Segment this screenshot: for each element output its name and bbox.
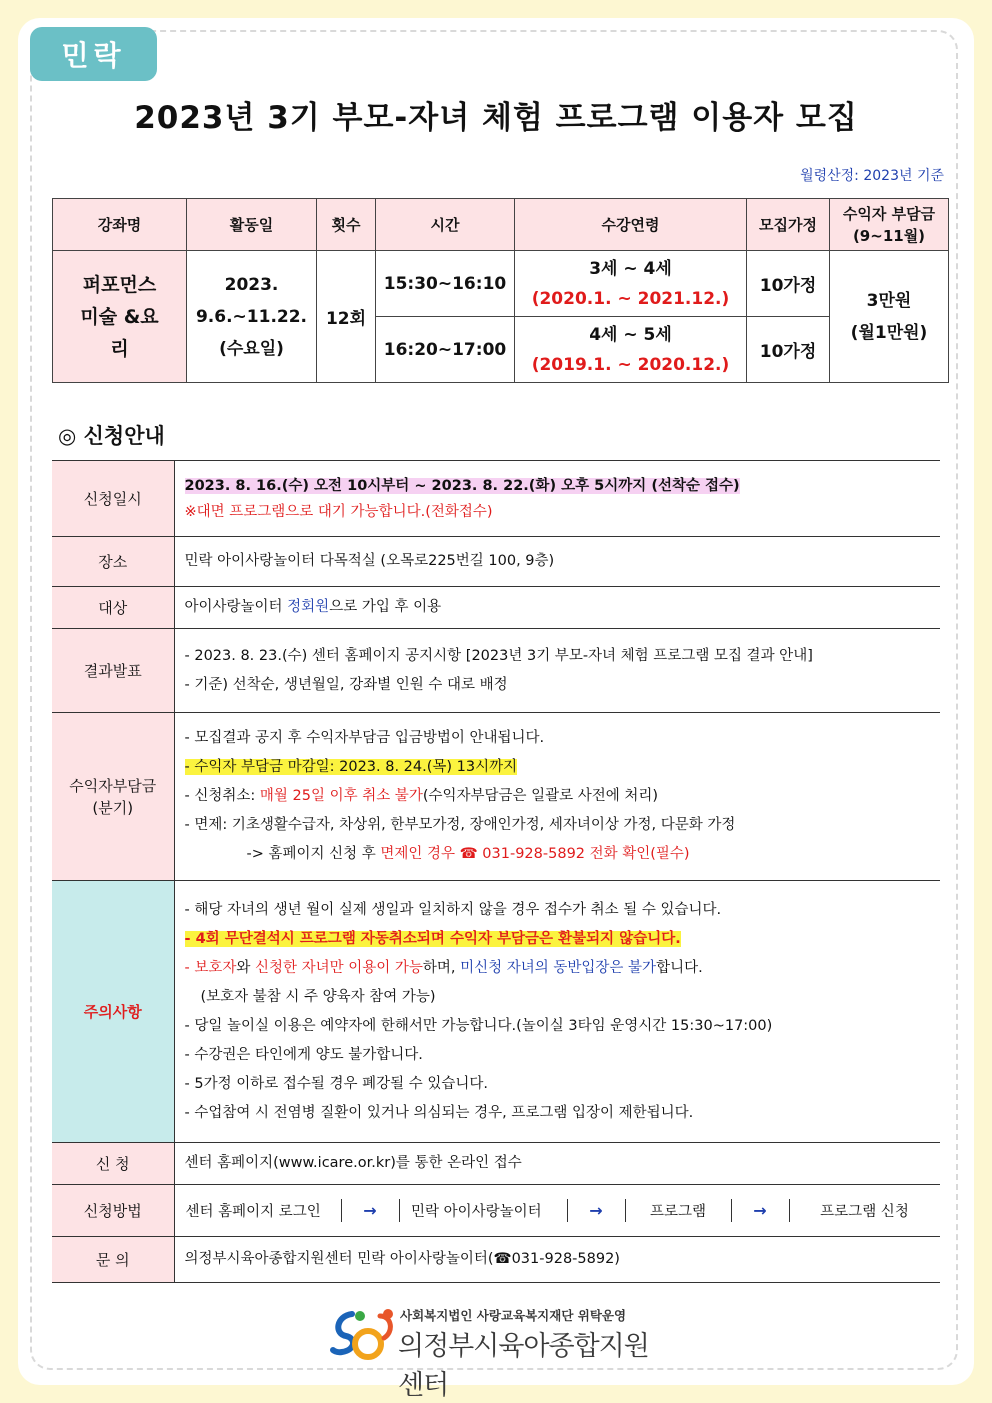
caution-and: 와 — [236, 959, 255, 976]
age-range: 4세 ~ 5세 — [589, 324, 672, 345]
fee-total: 3만원 — [866, 290, 912, 311]
fee-value — [174, 713, 940, 881]
session-families: 10가정 — [747, 317, 830, 383]
label-fee-2: (분기) — [92, 798, 134, 817]
location-badge: 민락 — [30, 27, 157, 81]
session-count: 12회 — [317, 251, 376, 383]
label-fee-1: 수익자부담금 — [69, 776, 157, 795]
fee-cancel-pre: - 신청취소: — [184, 788, 260, 804]
result-value — [174, 629, 940, 713]
caution-value — [174, 881, 940, 1143]
row-apply-period — [52, 461, 940, 537]
method-steps — [175, 1199, 941, 1222]
caution-line-5: - 당일 놀이실 이용은 예약자에 한해서만 가능합니다.(놀이실 3타임 운영시간 15:30~17:00) — [184, 1017, 773, 1034]
program-table-header — [53, 199, 949, 251]
row-method — [52, 1185, 940, 1237]
footer-operator: 사회복지법인 사랑교육복지재단 위탁운영 — [400, 1308, 627, 1323]
fee-exempt-red: 면제인 경우 ☎ 031-928-5892 전화 확인(필수) — [380, 846, 690, 862]
caution-guardian: - 보호자 — [184, 959, 237, 976]
step-program-apply: 프로그램 신청 — [790, 1199, 941, 1222]
target-member: 정회원 — [287, 599, 330, 615]
session-time: 16:20~17:00 — [376, 317, 515, 383]
target-value — [174, 587, 940, 629]
header-families: 모집가정 — [747, 199, 830, 251]
target-post: 으로 가입 후 이용 — [329, 599, 442, 615]
fee-line-4: - 면제: 기초생활수급자, 차상위, 한부모가정, 장애인가정, 세자녀이상 가정, 다문화 가정 — [184, 817, 736, 833]
arrow-icon: → — [342, 1199, 400, 1222]
contact-value: 의정부시육아종합지원센터 민락 아이사랑놀이터(☎031-928-5892) — [174, 1237, 940, 1283]
place-value: 민락 아이사랑놀이터 다목적실 (오목로225번길 100, 9층) — [174, 537, 940, 587]
caution-line-4: (보호자 불참 시 주 양육자 참여 가능) — [200, 988, 436, 1005]
result-line-1: - 2023. 8. 23.(수) 센터 홈페이지 공지시항 [2023년 3기 부모-자녀 체험 프로그램 모집 결과 안내] — [184, 647, 813, 664]
page-title: 2023년 3기 부모-자녀 체험 프로그램 이용자 모집 — [134, 100, 858, 136]
fee-cancel-red: 매월 25일 이후 취소 불가 — [259, 788, 423, 804]
footer-center-name: 의정부시육아종합지원센터 — [398, 1331, 649, 1401]
label-method: 신청방법 — [52, 1185, 174, 1237]
application-info-table — [52, 460, 940, 1283]
arrow-icon: → — [568, 1199, 626, 1222]
header-course: 강좌명 — [53, 199, 187, 251]
header-age: 수강연령 — [515, 199, 747, 251]
label-apply-period: 신청일시 — [52, 461, 174, 537]
row-contact — [52, 1237, 940, 1283]
footer-logo — [330, 1302, 670, 1401]
step-login: 센터 홈페이지 로그인 — [185, 1204, 321, 1220]
apply-value: 센터 홈페이지(www.icare.or.kr)를 통한 온라인 접수 — [174, 1143, 940, 1185]
program-table — [52, 198, 949, 383]
dates-year: 2023. — [224, 274, 279, 295]
fee-line-1: - 모집결과 공지 후 수익자부담금 입금방법이 안내됩니다. — [184, 730, 545, 746]
fee-monthly: (월1만원) — [850, 322, 928, 343]
header-time: 시간 — [376, 199, 515, 251]
label-apply: 신 청 — [52, 1143, 174, 1185]
age-range: 3세 ~ 4세 — [589, 258, 672, 279]
caution-line-2: - 4회 무단결석시 프로그램 자동취소되며 수익자 부담금은 환불되지 않습니다. — [184, 930, 681, 947]
caution-line-3 — [185, 954, 941, 983]
target-pre: 아이사랑놀이터 — [184, 599, 288, 615]
step-playground: 민락 아이사랑놀이터 — [400, 1199, 568, 1222]
arrow-icon: → — [732, 1199, 790, 1222]
label-caution: 주의사항 — [52, 881, 174, 1143]
row-caution — [52, 881, 940, 1143]
caution-no-sibling: 미신청 자녀의 동반입장은 불가 — [460, 959, 657, 976]
caution-line-6: - 수강권은 타인에게 양도 불가합니다. — [184, 1046, 423, 1063]
caution-end: 합니다. — [656, 959, 703, 976]
course-name: 퍼포먼스 미술 &요리 — [53, 251, 187, 383]
birth-range: (2020.1. ~ 2021.12.) — [531, 288, 730, 309]
label-fee — [52, 713, 174, 881]
activity-dates — [187, 251, 317, 383]
age-basis-note: 월령산정: 2023년 기준 — [800, 168, 944, 184]
session-time: 15:30~16:10 — [376, 251, 515, 317]
header-fee: 수익자 부담금 (9~11월) — [830, 199, 949, 251]
row-apply — [52, 1143, 940, 1185]
dates-weekday: (수요일) — [219, 338, 284, 359]
fee-deadline: - 수익자 부담금 마감일: 2023. 8. 24.(목) 13시까지 — [184, 759, 518, 775]
session-age — [515, 251, 747, 317]
caution-line-7: - 5가정 이하로 접수될 경우 폐강될 수 있습니다. — [184, 1075, 488, 1092]
result-line-2: - 기준) 선착순, 생년월일, 강좌별 인원 수 대로 배정 — [184, 676, 508, 693]
center-logo-icon — [330, 1306, 400, 1362]
apply-period-value — [174, 461, 940, 537]
caution-enrolled-only: 신청한 자녀만 이용이 가능 — [255, 959, 423, 976]
label-place: 장소 — [52, 537, 174, 587]
row-result — [52, 629, 940, 713]
caution-and2: 하며, — [422, 959, 461, 976]
label-contact: 문 의 — [52, 1237, 174, 1283]
row-place — [52, 537, 940, 587]
program-row-1 — [53, 251, 949, 317]
caution-line-8: - 수업참여 시 전염병 질환이 있거나 의심되는 경우, 프로그램 입장이 제한됩니다. — [184, 1104, 694, 1121]
apply-period-text: 2023. 8. 16.(수) 오전 10시부터 ~ 2023. 8. 22.(화) 오후 5시까지 (선착순 접수) — [184, 477, 740, 494]
apply-period-note: ※대면 프로그램으로 대기 가능합니다.(전화접수) — [184, 503, 493, 520]
fee-line-5 — [185, 840, 941, 869]
fee-line-3 — [185, 782, 941, 811]
section-title: ◎ 신청안내 — [58, 424, 165, 448]
fee-cancel-post: (수익자부담금은 일괄로 사전에 처리) — [422, 788, 659, 804]
label-target: 대상 — [52, 587, 174, 629]
header-date: 활동일 — [187, 199, 317, 251]
method-steps-cell — [174, 1185, 940, 1237]
session-age — [515, 317, 747, 383]
caution-line-1: - 해당 자녀의 생년 월이 실제 생일과 일치하지 않을 경우 접수가 취소 될 수 있습니다. — [184, 901, 722, 918]
fee-cell — [830, 251, 949, 383]
row-target — [52, 587, 940, 629]
fee-exempt-pre: -> 홈페이지 신청 후 — [246, 846, 381, 862]
birth-range: (2019.1. ~ 2020.12.) — [531, 354, 730, 375]
label-result: 결과발표 — [52, 629, 174, 713]
dates-range: 9.6.~11.22. — [195, 306, 308, 327]
row-fee — [52, 713, 940, 881]
header-count: 횟수 — [317, 199, 376, 251]
step-program: 프로그램 — [626, 1199, 732, 1222]
session-families: 10가정 — [747, 251, 830, 317]
